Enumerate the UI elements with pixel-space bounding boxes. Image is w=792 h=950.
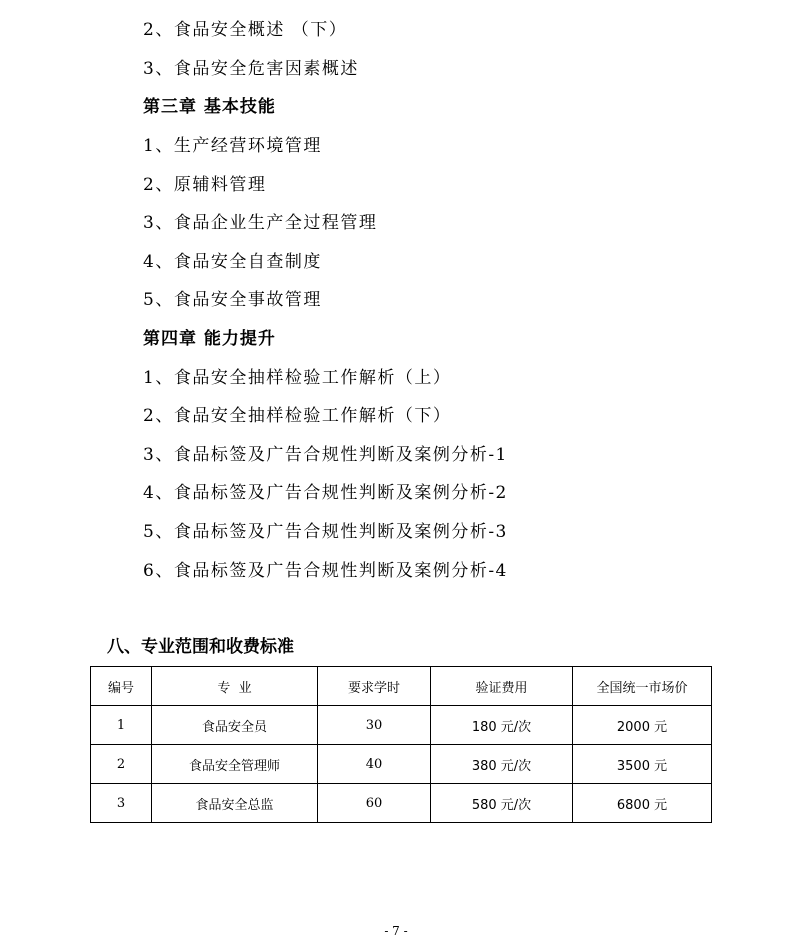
- table-row: [91, 706, 712, 745]
- outline-item: 5、食品安全事故管理: [143, 290, 322, 310]
- table-cell: 3: [91, 784, 152, 823]
- chapter-title: 第三章 基本技能: [143, 97, 276, 117]
- outline-item: 2、原辅料管理: [143, 175, 267, 195]
- table-cell: 30: [318, 706, 431, 745]
- table-cell: 6800 元: [573, 784, 712, 823]
- outline-item: 4、食品标签及广告合规性判断及案例分析-2: [143, 483, 508, 503]
- table-header-cell: 验证费用: [431, 667, 573, 706]
- table-cell: 180 元/次: [431, 706, 573, 745]
- outline-item: 2、食品安全概述 （下）: [143, 20, 348, 40]
- table-cell: 380 元/次: [431, 745, 573, 784]
- outline-item: 3、食品标签及广告合规性判断及案例分析-1: [143, 445, 508, 465]
- table-cell: 2000 元: [573, 706, 712, 745]
- table-cell: 580 元/次: [431, 784, 573, 823]
- outline-item: 1、生产经营环境管理: [143, 136, 322, 156]
- table-cell: 40: [318, 745, 431, 784]
- table-row: [91, 745, 712, 784]
- outline-item: 3、食品企业生产全过程管理: [143, 213, 378, 233]
- table-cell: 食品安全总监: [152, 784, 318, 823]
- section-title: 八、专业范围和收费标准: [107, 637, 294, 657]
- outline-item: 4、食品安全自查制度: [143, 252, 322, 272]
- table-header-cell: 编号: [91, 667, 152, 706]
- table-cell: 3500 元: [573, 745, 712, 784]
- outline-item: 1、食品安全抽样检验工作解析（上）: [143, 368, 452, 388]
- table-header-cell: 全国统一市场价: [573, 667, 712, 706]
- table-header-row: [91, 667, 712, 706]
- outline-item: 2、食品安全抽样检验工作解析（下）: [143, 406, 452, 426]
- table-cell: 2: [91, 745, 152, 784]
- table-cell: 60: [318, 784, 431, 823]
- chapter-title: 第四章 能力提升: [143, 329, 276, 349]
- table-row: [91, 784, 712, 823]
- table-header-cell: 要求学时: [318, 667, 431, 706]
- outline-item: 5、食品标签及广告合规性判断及案例分析-3: [143, 522, 508, 542]
- table-cell: 食品安全管理师: [152, 745, 318, 784]
- outline-item: 6、食品标签及广告合规性判断及案例分析-4: [143, 561, 508, 581]
- table-header-cell: 专 业: [152, 667, 318, 706]
- page-number: - 7 -: [384, 924, 408, 938]
- table-cell: 食品安全员: [152, 706, 318, 745]
- table-cell: 1: [91, 706, 152, 745]
- outline-item: 3、食品安全危害因素概述: [143, 59, 359, 79]
- fee-table: [90, 666, 712, 823]
